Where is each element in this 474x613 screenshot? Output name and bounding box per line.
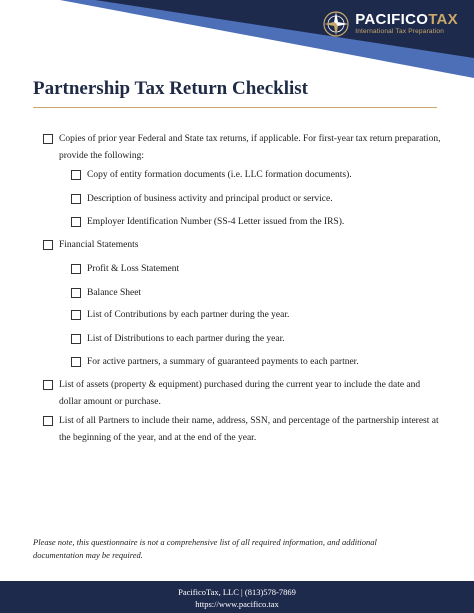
checkbox[interactable] xyxy=(71,217,81,227)
footer-contact: PacificoTax, LLC | (813)578-7869 xyxy=(178,587,296,597)
checkbox[interactable] xyxy=(71,288,81,298)
checklist-item-balance-sheet xyxy=(71,285,443,302)
checkbox[interactable] xyxy=(71,357,81,367)
brand-logo[interactable] xyxy=(322,10,458,38)
checkbox[interactable] xyxy=(71,170,81,180)
title-divider xyxy=(33,107,437,108)
page-title: Partnership Tax Return Checklist xyxy=(33,78,308,99)
checkbox[interactable] xyxy=(71,194,81,204)
checklist-item-label: Copy of entity formation documents (i.e. LLC formation documents). xyxy=(87,170,352,180)
checklist-item-business-description xyxy=(71,191,443,208)
checkbox[interactable] xyxy=(71,334,81,344)
checklist-item-assets xyxy=(43,377,443,410)
checklist-item-contributions xyxy=(71,307,443,324)
checkbox[interactable] xyxy=(43,134,53,144)
checklist-item-label: Profit & Loss Statement xyxy=(87,264,180,274)
disclaimer-note: Please note, this questionnaire is not a comprehensive list of all required information, and additional documentation may be required. xyxy=(33,537,377,560)
brand-name-part2: TAX xyxy=(428,11,458,29)
checklist-item-partners xyxy=(43,413,443,446)
checklist-item-label: List of Contributions by each partner during the year. xyxy=(87,310,290,320)
checklist-item-label: For active partners, a summary of guaranteed payments to each partner. xyxy=(87,357,359,367)
checkbox[interactable] xyxy=(71,310,81,320)
checklist-item-financial-statements xyxy=(43,237,443,254)
brand-text xyxy=(355,12,458,36)
checklist-item-label: Financial Statements xyxy=(59,240,139,250)
checklist-item-profit-loss xyxy=(71,261,443,278)
checkbox[interactable] xyxy=(43,240,53,250)
checkbox[interactable] xyxy=(71,264,81,274)
checklist-item-label: Employer Identification Number (SS-4 Letter issued from the IRS). xyxy=(87,217,345,227)
brand-name-part1: PACIFICO xyxy=(355,11,429,29)
compass-icon xyxy=(322,10,350,38)
checklist-item-label: Description of business activity and principal product or service. xyxy=(87,194,333,204)
checkbox[interactable] xyxy=(43,416,53,426)
checklist-item-label: Copies of prior year Federal and State tax returns, if applicable. For first-year tax return preparation, provide the following: xyxy=(59,134,441,161)
checklist-item-label: List of Distributions to each partner during the year. xyxy=(87,334,285,344)
checklist-item-label: List of assets (property & equipment) purchased during the current year to include the date and dollar amount or purchase. xyxy=(59,380,421,407)
checklist-item-prior-returns xyxy=(43,131,443,164)
checklist-item-label: List of all Partners to include their name, address, SSN, and percentage of the partnership interest at the beginning of the year, and at the end of the year. xyxy=(59,416,439,443)
checkbox[interactable] xyxy=(43,380,53,390)
footer xyxy=(0,581,474,613)
footer-website-link[interactable]: https://www.pacifico.tax xyxy=(195,599,279,609)
brand-tagline: International Tax Preparation xyxy=(355,28,445,36)
checklist-item-formation-docs xyxy=(71,167,443,184)
checklist-item-ein xyxy=(71,214,443,231)
brand-name xyxy=(355,12,458,27)
checklist-item-distributions xyxy=(71,331,443,348)
checklist-item-label: Balance Sheet xyxy=(87,288,142,298)
checklist-item-guaranteed-payments xyxy=(71,354,443,371)
